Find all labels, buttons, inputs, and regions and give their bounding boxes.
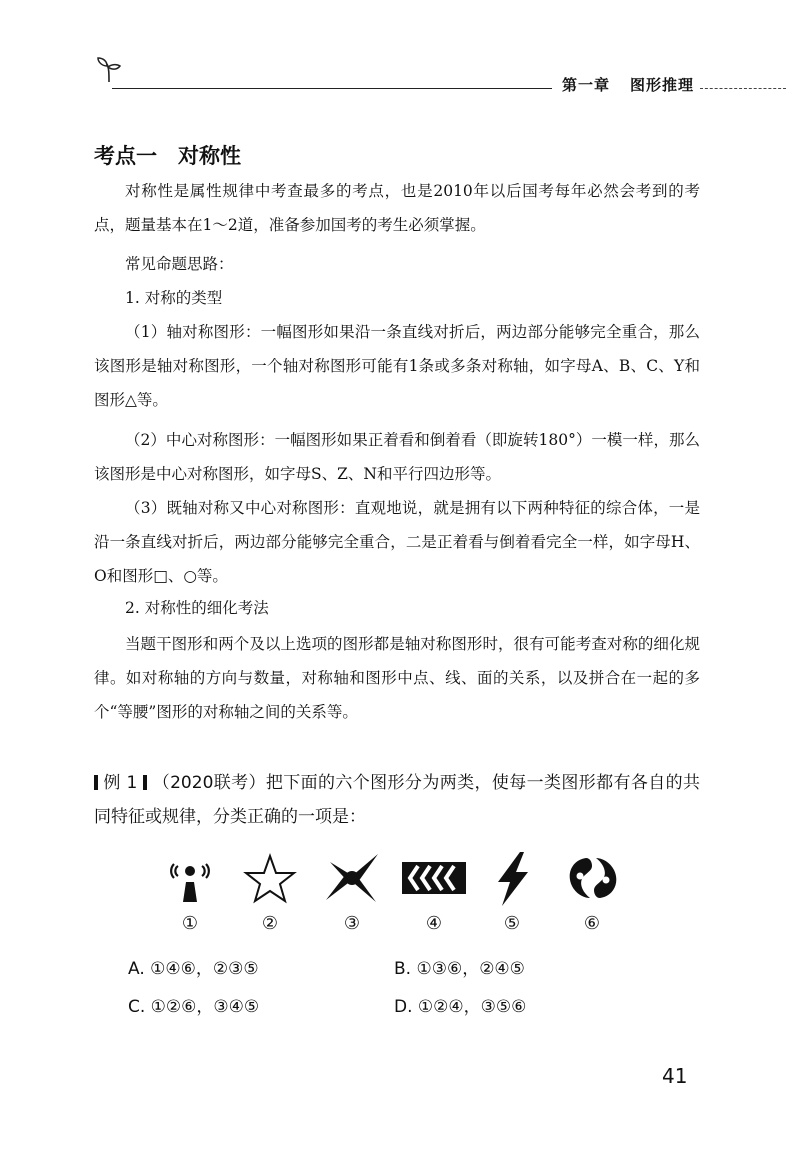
example-bar-right [143, 775, 147, 790]
yin-yang-swirl-icon [556, 848, 628, 908]
figure-label-4: ④ [425, 913, 443, 934]
header-rule-left [112, 88, 552, 89]
subheading-refined-methods: 2. 对称性的细化考法 [125, 599, 269, 617]
option-b[interactable]: B. ①③⑥，②④⑤ [394, 959, 525, 979]
section-title: 考点一 对称性 [94, 144, 241, 168]
example-label: 例 1 [103, 773, 138, 793]
figure-label-1: ① [181, 913, 199, 934]
paragraph-common-ideas: 常见命题思路： [125, 255, 234, 273]
figure-label-5: ⑤ [503, 913, 521, 934]
paragraph-both-symmetry: （3）既轴对称又中心对称图形：直观地说，就是拥有以下两种特征的综合体，一是沿一条直线对折后，两边部分能够完全重合，二是正着看与倒着看完全一样，如字母H、O和图形□、○等。 [94, 499, 700, 585]
figure-label-3: ③ [343, 913, 361, 934]
example-source: （2020联考） [152, 773, 266, 793]
option-d[interactable]: D. ①②④，③⑤⑥ [394, 997, 527, 1017]
paragraph-refined-methods: 当题干图形和两个及以上选项的图形都是轴对称图形时，很有可能考查对称的细化规律。如对称轴的方向与数量，对称轴和图形中点、线、面的关系，以及拼合在一起的多个“等腰”图形的对称轴之间的关系等。 [94, 635, 700, 721]
chapter-title: 图形推理 [630, 76, 695, 94]
paragraph-intro: 对称性是属性规律中考查最多的考点，也是2010年以后国考每年必然会考到的考点，题量基本在1～2道，准备参加国考的考生必须掌握。 [94, 182, 700, 234]
chapter-number: 第一章 [562, 76, 611, 94]
option-c[interactable]: C. ①②⑥，③④⑤ [128, 997, 260, 1017]
pinwheel-shuriken-icon [316, 848, 388, 908]
example-bar-left [94, 775, 98, 790]
chevron-arrows-box-icon [398, 848, 470, 908]
example-question-text: 把下面的六个图形分为两类，使每一类图形都有各自的共同特征或规律，分类正确的一项是： [94, 773, 700, 827]
figure-label-6: ⑥ [583, 913, 601, 934]
broadcast-tower-icon [154, 848, 226, 908]
sprout-icon [92, 52, 126, 86]
lightning-bolt-icon [476, 848, 548, 908]
paragraph-central-symmetry: （2）中心对称图形：一幅图形如果正着看和倒着看（即旋转180°）一模一样，那么该图形是中心对称图形，如字母S、Z、N和平行四边形等。 [94, 431, 700, 483]
example-question [94, 766, 700, 834]
paragraph-axial-symmetry: （1）轴对称图形：一幅图形如果沿一条直线对折后，两边部分能够完全重合，那么该图形是轴对称图形，一个轴对称图形可能有1条或多条对称轴，如字母A、B、C、Y和图形△等。 [94, 323, 700, 409]
running-header [562, 74, 694, 95]
star-outline-icon [234, 848, 306, 908]
header-rule-right [700, 88, 786, 89]
figure-label-2: ② [261, 913, 279, 934]
subheading-symmetry-types: 1. 对称的类型 [125, 289, 223, 307]
page-number: 41 [662, 1064, 688, 1088]
option-a[interactable]: A. ①④⑥，②③⑤ [128, 959, 259, 979]
